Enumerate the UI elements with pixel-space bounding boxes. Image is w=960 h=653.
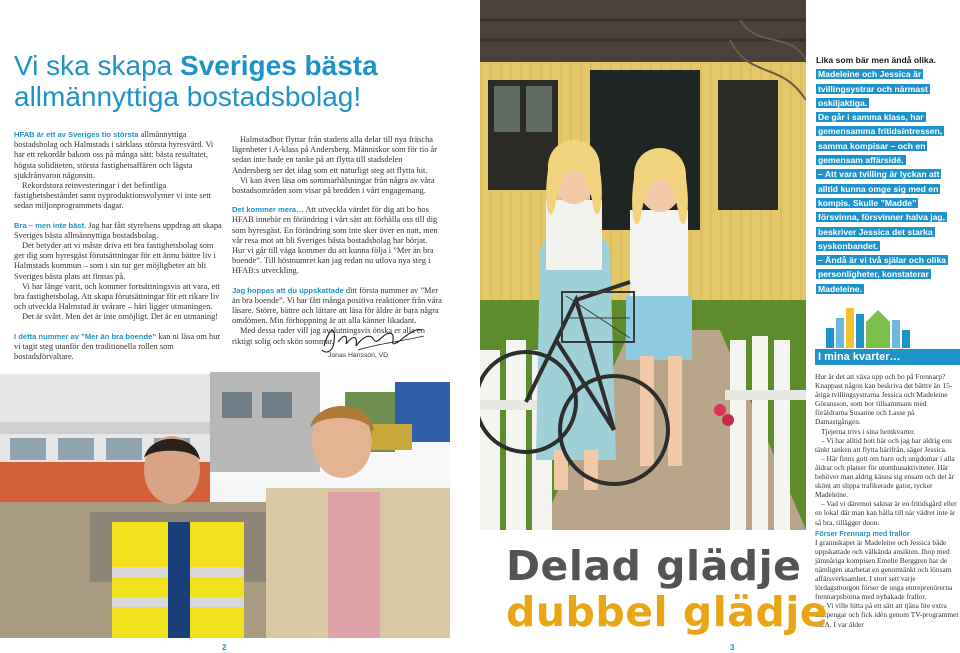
paragraph: Hur är det att växa upp och bo på Frennarp? Knappast någon kan beskriva det bättre än 15-åriga tvillingsystrarna Jessica och Madeleine Göransson, som bor tillsammans med föräldrarna Susanne och Lasse på Damastgången. [815, 372, 953, 427]
paragraph-lead: Bra – men inte bäst. [14, 220, 87, 230]
subheading: Förser Frennarp med frallor [815, 528, 910, 538]
paragraph-text: ditt första nummer av ”Mer än bra boende”. Vi har fått många positiva reaktioner från våra läsare. Större, bättre och lättare att läsa för äldre är bara några omdömen. Min förhoppning är att alla känner likadant. [232, 285, 442, 326]
photo-two-men-construction [0, 362, 450, 638]
quote-text: – Ändå är vi två själar och olika personligheter, konstaterar Madeleine. [818, 255, 947, 294]
title-line1-a: Vi ska skapa [14, 50, 181, 81]
paragraph: Det betyder att vi måste driva ett bra fastighetsbolag som ger dig som hyresgäst förutsättningar för ett ännu bättre liv i Halmstads kommun – som i sin tur ger möjligheter att bli Sveriges bästa plats att finnas på. [14, 241, 216, 281]
title-line1-b: Sveriges bästa [180, 50, 378, 81]
signature-name: Jonas Hansson, VD [328, 352, 389, 359]
paragraph: – Här finns gott om barn och ungdomar i alla åldrar och platser för utomhusaktiviteter. Här behöver man aldrig känna sig ensam och det är skönt att slippa trafikerade gator, tycker Madeleine. [815, 453, 955, 500]
headline-line2: dubbel glädje [506, 588, 829, 636]
paragraph-text: allmännyttiga bostadsbolag och Halmstads i särklass största hyresvärd. Vi har ett rekordår bakom oss på många sätt: bästa resultatet, högsta soliditeten, största fastighetsaffären och lägsta sjukfrånvaron någonsin. [14, 130, 214, 180]
paragraph: Tjejerna trivs i sina hemkvarter. [821, 426, 916, 436]
editorial-column-2 [232, 135, 442, 347]
paragraph: – Vi ville hitta på ett sätt att tjäna lite extra fickpengar och fick idén genom TV-programmet REA. I var älder [815, 601, 959, 629]
paragraph: I grannskapet är Madeleine och Jessica både uppskattade och välkända ansikten. Ihop med jämnåriga kompisen Emelie Berggren har de nämligen utarbetat en genomtänkt och lönsam affärsverksamhet. I stort sett varje lördagsmorgon förser de unga entreprenörerna frennarpsborna med nybakade frallor. [815, 537, 953, 602]
paragraph: Med dessa rader vill jag avslutningsvis önska er alla en riktigt solig och skön sommar. [232, 326, 425, 346]
paragraph-lead: Det kommer mera… [232, 205, 304, 215]
feature-column [815, 372, 959, 629]
paragraph: – Vad vi däremot saknar är en fritidsgård eller en lokal där man kan hålla till när vädret inte är så bra, tillägger duon. [815, 499, 957, 527]
intro-quote [816, 53, 956, 296]
paragraph: Rekordstora reinvesteringar i det befintliga fastighetsbeståndet samt nyproduktionsvolymer vi inte sett sedan miljonprogrammets dagar. [14, 181, 212, 211]
paragraph-lead: HFAB är ett av Sveriges tio största [14, 130, 139, 139]
title-line2: allmännyttiga bostadsbolag! [14, 81, 362, 112]
paragraph: Vi har länge varit, och kommer fortsättningsvis att vara, ett bra fastighetsbolag. Att skapa förutsättningar för ett rikare liv och utveckla Halmstad är svårare – häri ligger utmaningen. [14, 281, 220, 312]
headline-line1: Delad glädje [506, 542, 802, 590]
paragraph-lead: I detta nummer av ”Mer än bra boende” [14, 331, 157, 341]
paragraph: Vi kan även läsa om sommarhälsningar från några av våra bostadsområden som visar på bredden i vårt engagemang. [232, 175, 435, 196]
paragraph-lead: Jag hoppas att du uppskattade [232, 285, 344, 295]
quote-text: De går i samma klass, har gemensamma fritidsintressen, samma kompisar – och en gemensam affärsidé. [818, 112, 943, 166]
quote-lead: Lika som bär men ändå olika. [816, 55, 936, 65]
paragraph: – Vi har alltid bott här och jag har aldrig ens tänkt tanken att flytta härifrån, säger Jessica. [815, 435, 952, 454]
page-title [14, 50, 414, 112]
paragraph: Halmstadbor flyttar från stadens alla delar till nya fräscha lägenheter i A-klass på Andersberg. Människor som för tio år sedan inte hade en tanke på att flytta till stadsdelen Andersberg ser det idag som ett naturligt steg att flytta hit. [232, 135, 437, 175]
paragraph-text: Jag har fått styrelsens uppdrag att skapa Sveriges bästa allmännyttiga bostadsbolag. [14, 220, 222, 240]
paragraph: Det är svårt. Men det är inte omöjligt. Det är en utmaning! [22, 312, 219, 322]
page-number-right: 3 [730, 643, 735, 652]
quote-text: Madeleine och Jessica är tvillingsystrar och närmast oskiljaktiga. [818, 69, 928, 108]
section-heading-mina-kvarter: I mina kvarter… [815, 349, 960, 365]
city-logo-icon [822, 300, 918, 348]
paragraph-text: Att utveckla värdet för dig att bo hos HFAB innebär en förändring i vårt sätt att förhålla oss till dig som hyresgäst. En förändring som inte sker över en natt, men vår resa mot att bli Sveriges bästa bostadsbolag har börjat. Hur vi går till väga kommer du att kunna följa i ”Mer än bra boende”. Till höstnumret kan jag redan nu utlova nya steg i HFAB:s utveckling. [232, 205, 438, 276]
paragraph-text: kan ni läsa om hur vi tagit steg utanför den traditionella rollen som bostadsförvaltare. [14, 331, 221, 362]
quote-text: – Att vara tvilling är lyckan att alltid kunna omge sig med en kompis. Skulle ”Madde” försvinna, försvinner halva jag, beskriver Jessica det starka syskonbandet. [818, 169, 946, 251]
photo-twins-with-bicycle [480, 0, 806, 530]
page-number-left: 2 [222, 643, 227, 652]
